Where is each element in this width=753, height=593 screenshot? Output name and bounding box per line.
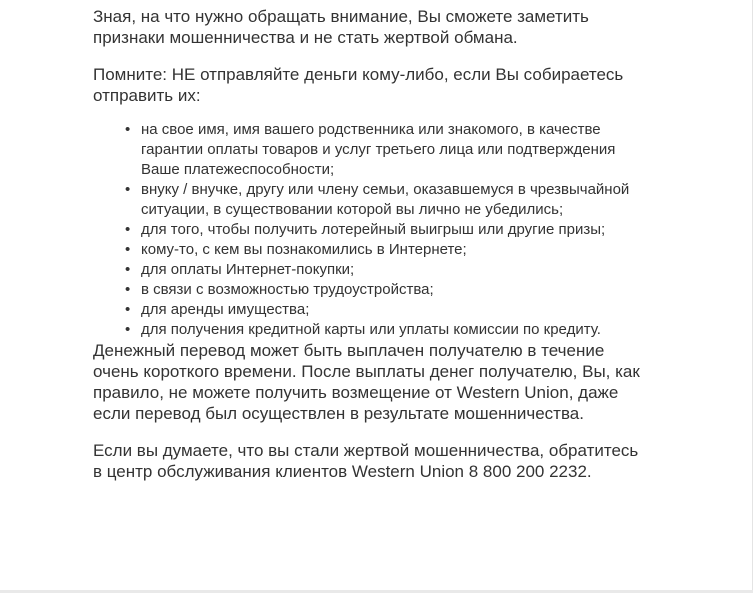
intro-paragraph: Зная, на что нужно обращать внимание, Вы сможете заметить признаки мошенничества и не стать жертвой обмана.	[93, 7, 589, 47]
list-item-text: для оплаты Интернет-покупки;	[141, 261, 355, 278]
list-item-text: в связи с возможностью трудоустройства;	[141, 281, 434, 298]
bullet-icon: •	[125, 221, 131, 238]
list-item-text: для того, чтобы получить лотерейный выигрыш или другие призы;	[141, 221, 606, 238]
bullet-icon: •	[125, 241, 131, 258]
list-item	[125, 320, 641, 340]
list-item	[125, 220, 641, 240]
list-item-text: внуку / внучке, другу или члену семьи, оказавшемуся в чрезвычайной ситуации, в существовании которой вы лично не убедились;	[141, 181, 630, 218]
bullet-icon: •	[125, 321, 131, 338]
bullet-icon: •	[125, 281, 131, 298]
list-item	[125, 280, 641, 300]
list-item	[125, 180, 641, 220]
bullet-icon: •	[125, 181, 131, 198]
list-item	[125, 300, 641, 320]
warning-paragraph: Помните: НЕ отправляйте деньги кому-либо, если Вы собираетесь отправить их:	[93, 65, 624, 105]
list-item	[125, 120, 641, 180]
contact-paragraph: Если вы думаете, что вы стали жертвой мошенничества, обратитесь в центр обслуживания клиентов Western Union 8 800 200 2232.	[93, 441, 639, 481]
list-item-text: на свое имя, имя вашего родственника или знакомого, в качестве гарантии оплаты товаров и услуг третьего лица или подтверждения Ваше платежеспособности;	[141, 121, 616, 178]
list-item	[125, 240, 641, 260]
article-body	[93, 6, 641, 482]
list-item-text: кому-то, с кем вы познакомились в Интернете;	[141, 241, 467, 258]
list-item-text: для аренды имущества;	[141, 301, 310, 318]
bullet-icon: •	[125, 301, 131, 318]
fraud-situations-list	[93, 120, 641, 340]
list-item-text: для получения кредитной карты или уплаты комиссии по кредиту.	[141, 321, 601, 338]
bullet-icon: •	[125, 121, 131, 138]
list-item	[125, 260, 641, 280]
bullet-icon: •	[125, 261, 131, 278]
refund-paragraph: Денежный перевод может быть выплачен получателю в течение очень короткого времени. После выплаты денег получателю, Вы, как правило, не можете получить возмещение от Western Union, даже если перевод был осуществлен в результате мошенничества.	[93, 341, 640, 423]
